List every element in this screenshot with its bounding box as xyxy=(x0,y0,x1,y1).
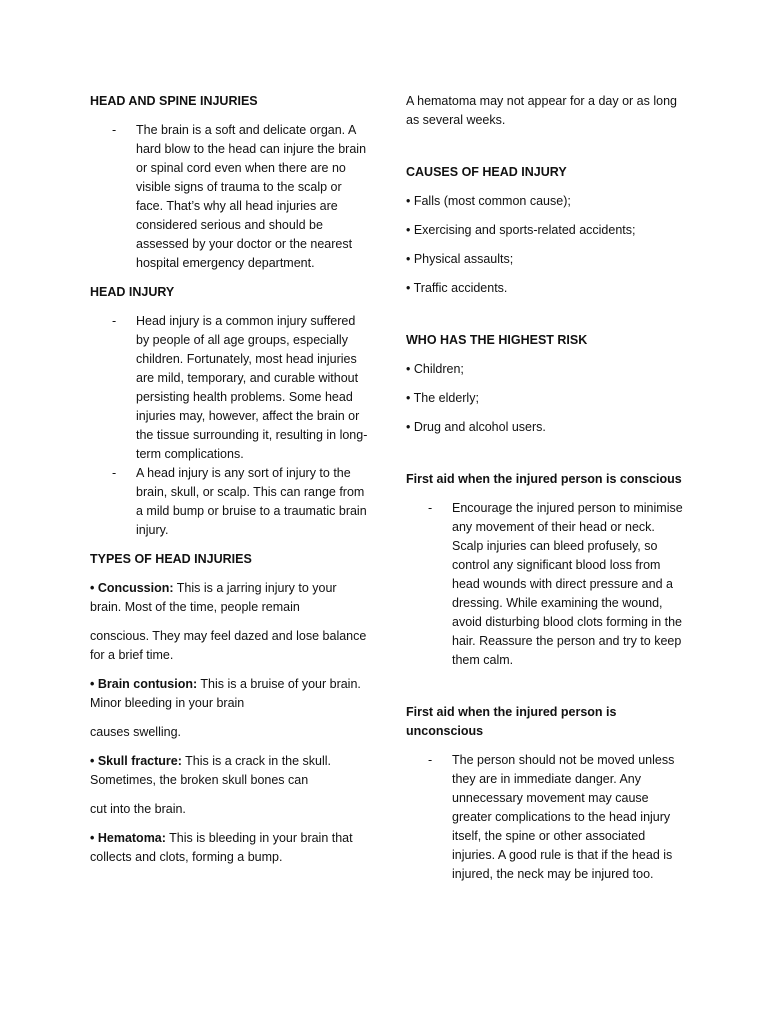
concussion-continued: conscious. They may feel dazed and lose balance for a brief time. xyxy=(90,629,367,662)
section-heading-unconscious: First aid when the injured person is unconscious xyxy=(406,705,617,738)
section-heading-head-spine: HEAD AND SPINE INJURIES xyxy=(90,94,258,108)
dash-marker: - xyxy=(112,123,117,137)
fracture-paragraph xyxy=(90,752,368,790)
list-item: • Children; xyxy=(406,362,464,376)
hematoma-text: This is bleeding in your brain that collects and clots, forming a bump. xyxy=(90,831,353,864)
list-item: • The elderly; xyxy=(406,391,479,405)
fracture-term: • Skull fracture: xyxy=(90,754,182,768)
section-heading-types: TYPES OF HEAD INJURIES xyxy=(90,552,252,566)
section-heading-causes: CAUSES OF HEAD INJURY xyxy=(406,165,567,179)
fracture-continued: cut into the brain. xyxy=(90,802,186,816)
list-item-text: Encourage the injured person to minimise any movement of their head or neck. Scalp injuries can bleed profusely, so control any significant blood loss from head wounds with direct pressure and a dressing. While examining the wound, avoid disturbing blood clots forming in the hair. Reassure the person and try to keep them calm. xyxy=(452,501,683,667)
section-heading-conscious: First aid when the injured person is conscious xyxy=(406,472,682,486)
contusion-term: • Brain contusion: xyxy=(90,677,198,691)
dash-marker: - xyxy=(428,753,433,767)
hematoma-continued: A hematoma may not appear for a day or as long as several weeks. xyxy=(406,94,677,127)
fracture-text: This is a crack in the skull. Sometimes, the broken skull bones can xyxy=(90,754,332,787)
list-item-text: Head injury is a common injury suffered by people of all age groups, especially children. Fortunately, most head injuries are mild, temporary, and curable without persisting health problems. Some head injuries may, however, affect the brain or the tissue surrounding it, resulting in long-term complications. xyxy=(136,314,368,461)
unconscious-list xyxy=(406,751,688,884)
list-item xyxy=(90,464,368,540)
list-item: • Traffic accidents. xyxy=(406,281,508,295)
concussion-paragraph xyxy=(90,579,368,617)
dash-marker: - xyxy=(428,501,433,515)
list-item-text: The person should not be moved unless they are in immediate danger. Any unnecessary movement may cause greater complications to the head injury itself, the spine or other associated injuries. A good rule is that if the head is injured, the neck may be injured too. xyxy=(452,753,675,881)
list-item xyxy=(90,121,368,273)
list-item xyxy=(90,312,368,464)
left-column xyxy=(90,92,368,867)
section-heading-risk: WHO HAS THE HIGHEST RISK xyxy=(406,333,588,347)
list-item xyxy=(406,499,688,670)
list-item xyxy=(406,751,688,884)
head-spine-list xyxy=(90,121,368,273)
right-column xyxy=(406,92,688,884)
head-injury-list xyxy=(90,312,368,540)
list-item: • Falls (most common cause); xyxy=(406,194,571,208)
list-item: • Drug and alcohol users. xyxy=(406,420,546,434)
dash-marker: - xyxy=(112,466,117,480)
contusion-paragraph xyxy=(90,675,368,713)
contusion-continued: causes swelling. xyxy=(90,725,182,739)
list-item-text: The brain is a soft and delicate organ. A hard blow to the head can injure the brain or spinal cord even when there are no visible signs of trauma to the scalp or face. That’s why all head injuries are considered serious and should be assessed by your doctor or the nearest hospital emergency department. xyxy=(136,123,367,270)
concussion-text: This is a jarring injury to your brain. Most of the time, people remain xyxy=(90,581,337,614)
contusion-text: This is a bruise of your brain. Minor bleeding in your brain xyxy=(90,677,361,710)
list-item: • Physical assaults; xyxy=(406,252,514,266)
list-item-text: A head injury is any sort of injury to the brain, skull, or scalp. This can range from a mild bump or bruise to a traumatic brain injury. xyxy=(136,466,367,537)
section-heading-head-injury: HEAD INJURY xyxy=(90,285,175,299)
hematoma-term: • Hematoma: xyxy=(90,831,166,845)
list-item: • Exercising and sports-related accidents; xyxy=(406,223,636,237)
concussion-term: • Concussion: xyxy=(90,581,174,595)
conscious-list xyxy=(406,499,688,670)
dash-marker: - xyxy=(112,314,117,328)
hematoma-paragraph xyxy=(90,829,368,867)
